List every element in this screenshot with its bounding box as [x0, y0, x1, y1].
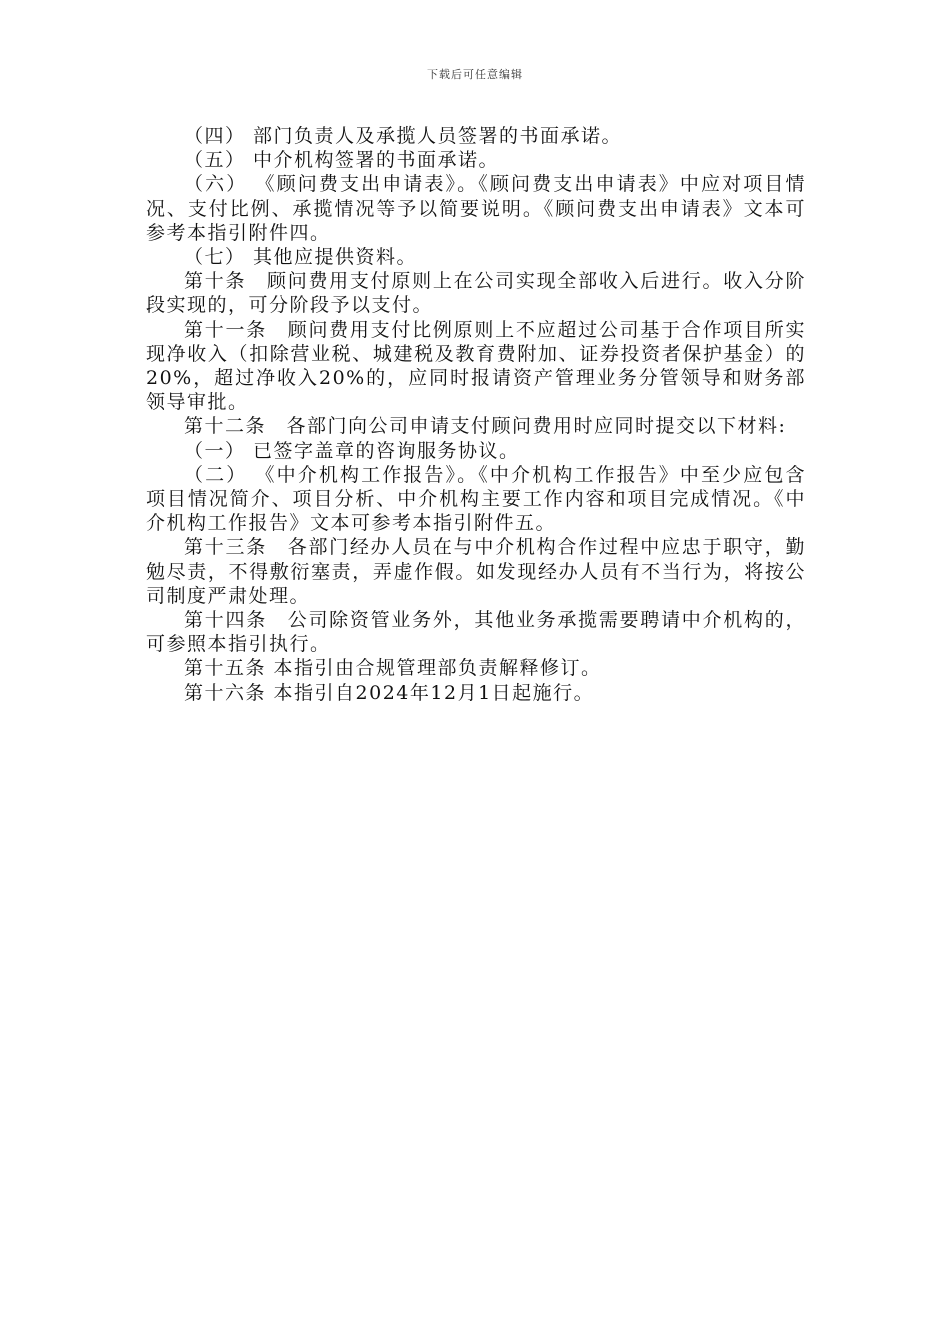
article-11: 第十一条 顾问费用支付比例原则上不应超过公司基于合作项目所实现净收入（扣除营业税、城建税及教育费附加、证券投资者保护基金）的20%，超过净收入20%的，应同时报请资产管理业务分管领导和财务部领导审批。 — [146, 318, 806, 414]
header-note: 下载后可任意编辑 — [427, 68, 523, 81]
article-16: 第十六条 本指引自2024年12月1日起施行。 — [184, 681, 595, 704]
paragraph-item-6: （六） 《顾问费支出申请表》。《顾问费支出申请表》中应对项目情况、支付比例、承揽情况等予以简要说明。《顾问费支出申请表》文本可参考本指引附件四。 — [146, 173, 806, 244]
article-15: 第十五条 本指引由合规管理部负责解释修订。 — [184, 657, 602, 680]
paragraph-item-2: （二） 《中介机构工作报告》。《中介机构工作报告》中至少应包含项目情况简介、项目分析、中介机构主要工作内容和项目完成情况。《中介机构工作报告》文本可参考本指引附件五。 — [146, 463, 806, 535]
article-14: 第十四条 公司除资管业务外，其他业务承揽需要聘请中介机构的，可参照本指引执行。 — [146, 609, 806, 656]
paragraph-item-7: （七） 其他应提供资料。 — [184, 246, 418, 269]
document-body — [146, 124, 806, 705]
article-12: 第十二条 各部门向公司申请支付顾问费用时应同时提交以下材料: — [184, 415, 787, 438]
paragraph-item-4: （四） 部门负责人及承揽人员签署的书面承诺。 — [184, 125, 623, 147]
paragraph-item-1: （一） 已签字盖章的咨询服务协议。 — [184, 439, 520, 462]
article-10: 第十条 顾问费用支付原则上在公司实现全部收入后进行。收入分阶段实现的，可分阶段予以支付。 — [146, 270, 806, 317]
article-13: 第十三条 各部门经办人员在与中介机构合作过程中应忠于职守，勤勉尽责，不得敷衍塞责，弄虚作假。如发现经办人员有不当行为，将按公司制度严肃处理。 — [146, 536, 806, 607]
paragraph-item-5: （五） 中介机构签署的书面承诺。 — [184, 149, 500, 172]
